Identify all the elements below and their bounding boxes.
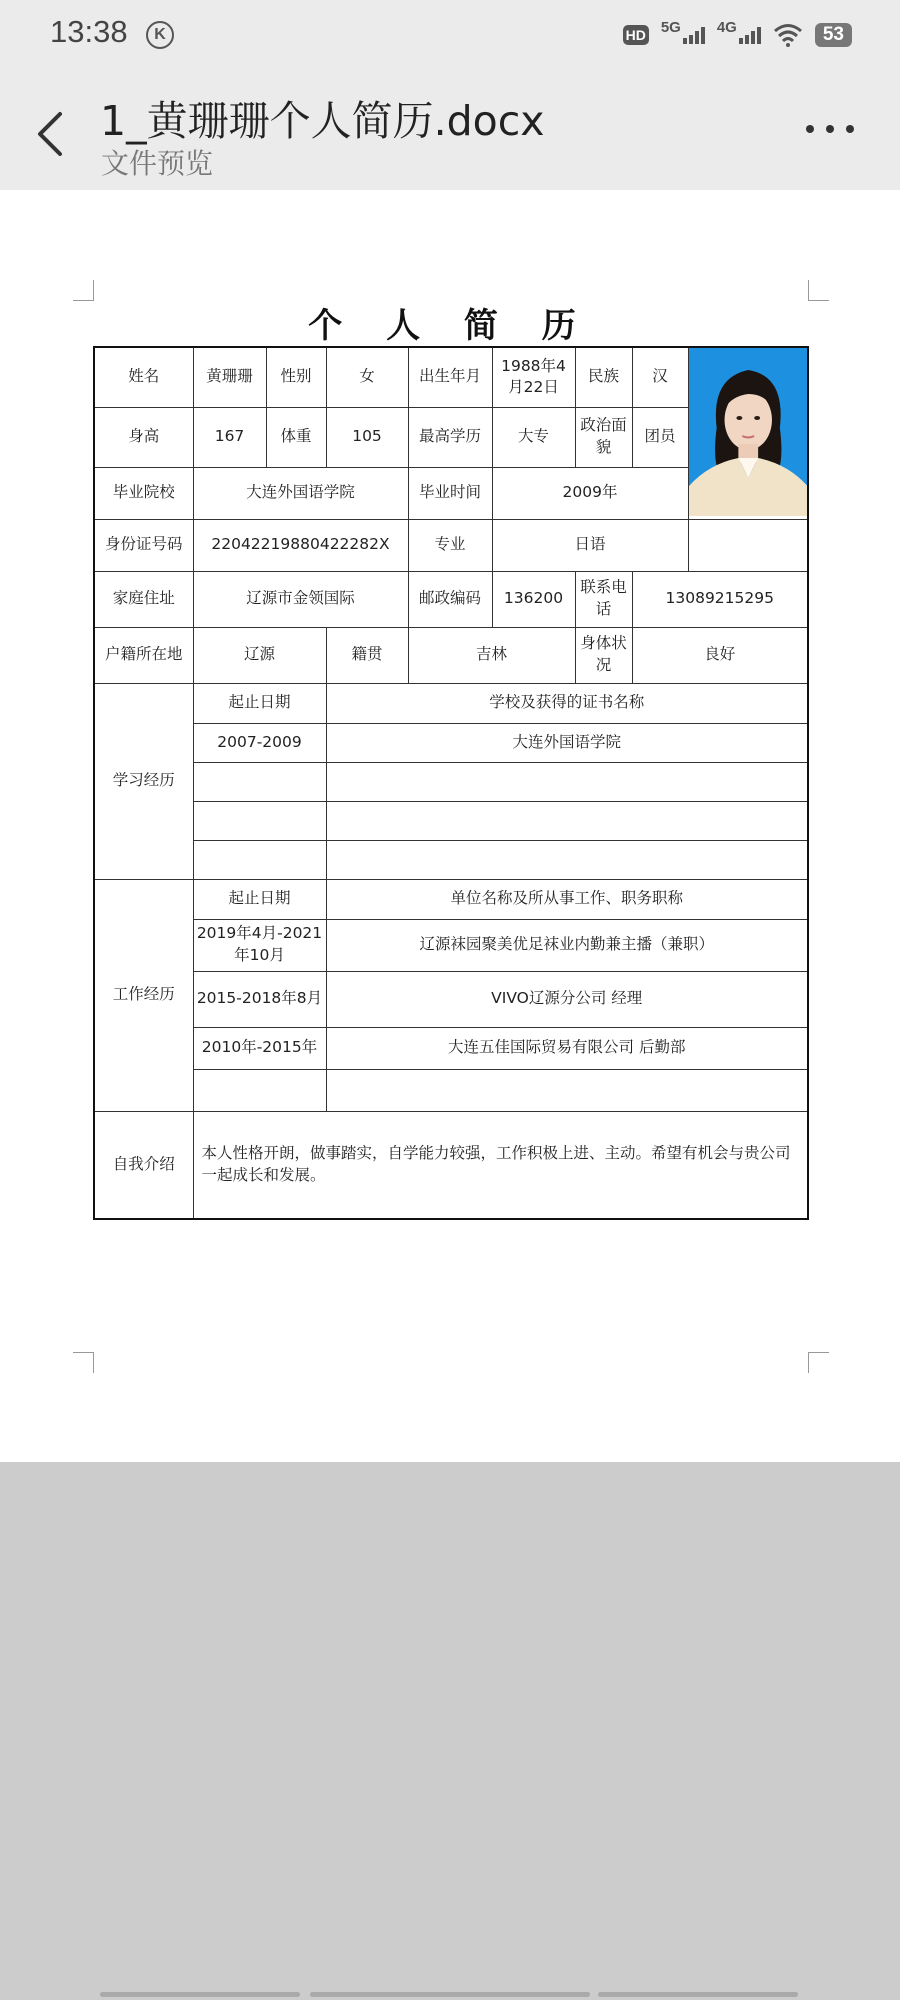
address-value: 辽源市金领国际	[193, 571, 408, 627]
study-detail: 大连外国语学院	[326, 723, 808, 762]
status-bar	[0, 0, 900, 70]
work-date-header: 起止日期	[193, 879, 326, 919]
work-date: 2019年4月-2021年10月	[193, 919, 326, 971]
study-date	[193, 801, 326, 840]
origin-value: 吉林	[408, 627, 575, 683]
carrier-k-icon: K	[146, 21, 174, 49]
crop-mark-bottom-right	[808, 1352, 829, 1373]
grad-label: 毕业时间	[408, 467, 492, 519]
work-detail: VIVO辽源分公司 经理	[326, 971, 808, 1027]
name-value: 黄珊珊	[193, 347, 266, 407]
work-label: 工作经历	[94, 879, 193, 1111]
weight-value: 105	[326, 407, 408, 467]
crop-mark-top-left	[73, 280, 94, 301]
political-label: 政治面貌	[575, 407, 632, 467]
education-label: 最高学历	[408, 407, 492, 467]
work-date	[193, 1069, 326, 1111]
work-detail: 大连五佳国际贸易有限公司 后勤部	[326, 1027, 808, 1069]
school-value: 大连外国语学院	[193, 467, 408, 519]
scroll-indicator-segment	[598, 1992, 798, 1997]
study-date-header: 起止日期	[193, 683, 326, 723]
weight-label: 体重	[266, 407, 326, 467]
hukou-label: 户籍所在地	[94, 627, 193, 683]
4g-label: 4G	[716, 18, 737, 36]
viewer-background	[0, 1462, 900, 2000]
political-value: 团员	[632, 407, 688, 467]
ethnicity-value: 汉	[632, 347, 688, 407]
education-value: 大专	[492, 407, 575, 467]
major-value: 日语	[492, 519, 688, 571]
name-label: 姓名	[94, 347, 193, 407]
postcode-label: 邮政编码	[408, 571, 492, 627]
signal-5g-icon	[683, 26, 705, 44]
work-date: 2010年-2015年	[193, 1027, 326, 1069]
major-label: 专业	[408, 519, 492, 571]
work-date: 2015-2018年8月	[193, 971, 326, 1027]
id-label: 身份证号码	[94, 519, 193, 571]
study-label: 学习经历	[94, 683, 193, 879]
phone-label: 联系电话	[575, 571, 632, 627]
photo-cell	[688, 347, 808, 519]
work-detail-header: 单位名称及所从事工作、职务职称	[326, 879, 808, 919]
resume-title: 个 人 简 历	[308, 306, 592, 346]
hukou-value: 辽源	[193, 627, 326, 683]
origin-label: 籍贯	[326, 627, 408, 683]
scroll-indicator-segment	[310, 1992, 590, 1997]
resume-table	[93, 346, 809, 1220]
wifi-icon	[773, 23, 803, 47]
postcode-value: 136200	[492, 571, 575, 627]
photo-empty-cell	[688, 519, 808, 571]
height-label: 身高	[94, 407, 193, 467]
hd-icon: HD	[623, 25, 649, 45]
battery-icon: 53	[815, 23, 852, 47]
gender-value: 女	[326, 347, 408, 407]
height-value: 167	[193, 407, 266, 467]
more-options-icon[interactable]	[806, 122, 854, 136]
gender-label: 性别	[266, 347, 326, 407]
document-subtitle: 文件预览	[101, 147, 214, 180]
study-date	[193, 762, 326, 801]
document-preview[interactable]	[0, 190, 900, 1462]
ethnicity-label: 民族	[575, 347, 632, 407]
signal-4g-icon	[739, 26, 761, 44]
id-value: 22042219880422282X	[193, 519, 408, 571]
crop-mark-bottom-left	[73, 1352, 94, 1373]
work-detail	[326, 1069, 808, 1111]
birth-value: 1988年4月22日	[492, 347, 575, 407]
study-date	[193, 840, 326, 879]
intro-label: 自我介绍	[94, 1111, 193, 1219]
study-detail-header: 学校及获得的证书名称	[326, 683, 808, 723]
study-detail	[326, 762, 808, 801]
study-date: 2007-2009	[193, 723, 326, 762]
health-value: 良好	[632, 627, 808, 683]
app-header	[0, 70, 900, 190]
document-title: 1_黄珊珊个人简历.docx	[100, 97, 545, 145]
intro-text: 本人性格开朗，做事踏实，自学能力较强，工作积极上进、主动。希望有机会与贵公司一起成长和发展。	[193, 1111, 808, 1219]
crop-mark-top-right	[808, 280, 829, 301]
5g-label: 5G	[660, 18, 681, 36]
status-icons	[623, 18, 852, 52]
school-label: 毕业院校	[94, 467, 193, 519]
address-label: 家庭住址	[94, 571, 193, 627]
grad-value: 2009年	[492, 467, 688, 519]
scroll-indicator-segment	[100, 1992, 300, 1997]
phone-value: 13089215295	[632, 571, 808, 627]
back-arrow-icon[interactable]	[28, 102, 72, 166]
study-detail	[326, 840, 808, 879]
study-detail	[326, 801, 808, 840]
work-detail: 辽源袜园聚美优足袜业内勤兼主播（兼职）	[326, 919, 808, 971]
birth-label: 出生年月	[408, 347, 492, 407]
profile-photo	[689, 348, 808, 516]
status-time: 13:38	[50, 14, 128, 49]
health-label: 身体状况	[575, 627, 632, 683]
